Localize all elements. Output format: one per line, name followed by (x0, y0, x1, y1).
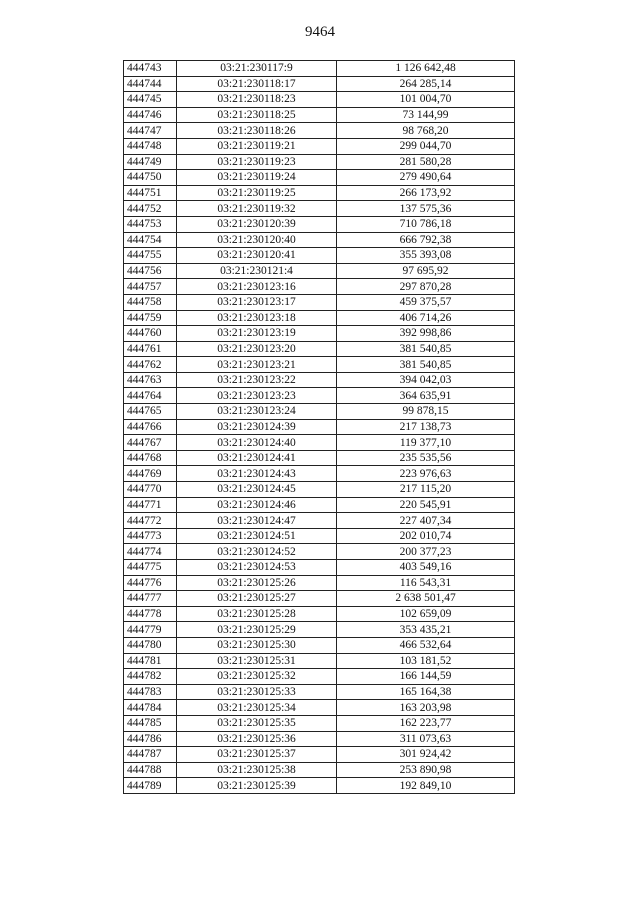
table-row (124, 575, 515, 591)
table-row (124, 61, 515, 77)
cadastral-value-cell: 403 549,16 (337, 560, 515, 576)
cadastral-number-cell: 03:21:230124:46 (177, 497, 337, 513)
row-number-cell: 444785 (124, 715, 177, 731)
row-number-cell: 444771 (124, 497, 177, 513)
row-number-cell: 444772 (124, 513, 177, 529)
table-row (124, 544, 515, 560)
cadastral-number-cell: 03:21:230124:47 (177, 513, 337, 529)
row-number-cell: 444747 (124, 123, 177, 139)
row-number-cell: 444781 (124, 653, 177, 669)
table-row (124, 404, 515, 420)
table-row (124, 107, 515, 123)
cadastral-value-cell: 116 543,31 (337, 575, 515, 591)
cadastral-value-cell: 266 173,92 (337, 185, 515, 201)
row-number-cell: 444768 (124, 450, 177, 466)
row-number-cell: 444752 (124, 201, 177, 217)
cadastral-value-cell: 2 638 501,47 (337, 591, 515, 607)
table-row (124, 326, 515, 342)
table-row (124, 622, 515, 638)
table-body (124, 61, 515, 794)
cadastral-value-cell: 281 580,28 (337, 154, 515, 170)
row-number-cell: 444788 (124, 762, 177, 778)
row-number-cell: 444776 (124, 575, 177, 591)
cadastral-number-cell: 03:21:230124:53 (177, 560, 337, 576)
cadastral-value-cell: 103 181,52 (337, 653, 515, 669)
cadastral-value-cell: 101 004,70 (337, 92, 515, 108)
row-number-cell: 444765 (124, 404, 177, 420)
table-row (124, 497, 515, 513)
cadastral-number-cell: 03:21:230125:28 (177, 606, 337, 622)
cadastral-value-cell: 381 540,85 (337, 341, 515, 357)
row-number-cell: 444744 (124, 76, 177, 92)
cadastral-value-cell: 355 393,08 (337, 248, 515, 264)
cadastral-number-cell: 03:21:230123:23 (177, 388, 337, 404)
row-number-cell: 444762 (124, 357, 177, 373)
row-number-cell: 444778 (124, 606, 177, 622)
cadastral-number-cell: 03:21:230125:29 (177, 622, 337, 638)
cadastral-value-cell: 192 849,10 (337, 778, 515, 794)
cadastral-number-cell: 03:21:230123:19 (177, 326, 337, 342)
cadastral-value-cell: 297 870,28 (337, 279, 515, 295)
row-number-cell: 444786 (124, 731, 177, 747)
cadastral-number-cell: 03:21:230124:39 (177, 419, 337, 435)
cadastral-value-cell: 264 285,14 (337, 76, 515, 92)
cadastral-number-cell: 03:21:230125:26 (177, 575, 337, 591)
row-number-cell: 444753 (124, 216, 177, 232)
cadastral-value-cell: 394 042,03 (337, 372, 515, 388)
table-row (124, 637, 515, 653)
cadastral-value-cell: 235 535,56 (337, 450, 515, 466)
cadastral-value-cell: 392 998,86 (337, 326, 515, 342)
cadastral-value-cell: 202 010,74 (337, 528, 515, 544)
cadastral-number-cell: 03:21:230124:40 (177, 435, 337, 451)
table-row (124, 357, 515, 373)
row-number-cell: 444745 (124, 92, 177, 108)
table-row (124, 372, 515, 388)
cadastral-value-cell: 166 144,59 (337, 669, 515, 685)
table-row (124, 123, 515, 139)
table-row (124, 560, 515, 576)
table-row (124, 700, 515, 716)
cadastral-number-cell: 03:21:230123:16 (177, 279, 337, 295)
cadastral-number-cell: 03:21:230123:21 (177, 357, 337, 373)
table-row (124, 653, 515, 669)
row-number-cell: 444783 (124, 684, 177, 700)
cadastral-value-cell: 97 695,92 (337, 263, 515, 279)
table-row (124, 154, 515, 170)
cadastral-number-cell: 03:21:230125:30 (177, 637, 337, 653)
cadastral-value-cell: 299 044,70 (337, 138, 515, 154)
row-number-cell: 444743 (124, 61, 177, 77)
row-number-cell: 444787 (124, 747, 177, 763)
cadastral-number-cell: 03:21:230120:39 (177, 216, 337, 232)
cadastral-number-cell: 03:21:230125:34 (177, 700, 337, 716)
table-row (124, 92, 515, 108)
cadastral-value-cell: 223 976,63 (337, 466, 515, 482)
cadastral-value-cell: 73 144,99 (337, 107, 515, 123)
cadastral-value-cell: 98 768,20 (337, 123, 515, 139)
cadastral-number-cell: 03:21:230125:36 (177, 731, 337, 747)
cadastral-value-cell: 666 792,38 (337, 232, 515, 248)
cadastral-value-cell: 217 115,20 (337, 482, 515, 498)
cadastral-value-cell: 217 138,73 (337, 419, 515, 435)
cadastral-value-cell: 406 714,26 (337, 310, 515, 326)
row-number-cell: 444764 (124, 388, 177, 404)
row-number-cell: 444751 (124, 185, 177, 201)
table-row (124, 170, 515, 186)
table-row (124, 185, 515, 201)
cadastral-number-cell: 03:21:230120:40 (177, 232, 337, 248)
row-number-cell: 444761 (124, 341, 177, 357)
cadastral-number-cell: 03:21:230119:23 (177, 154, 337, 170)
table-row (124, 684, 515, 700)
row-number-cell: 444779 (124, 622, 177, 638)
table-row (124, 528, 515, 544)
table-row (124, 248, 515, 264)
cadastral-value-cell: 381 540,85 (337, 357, 515, 373)
table-row (124, 450, 515, 466)
cadastral-value-cell: 227 407,34 (337, 513, 515, 529)
table-row (124, 762, 515, 778)
table-row (124, 669, 515, 685)
cadastral-value-cell: 466 532,64 (337, 637, 515, 653)
table-row (124, 747, 515, 763)
table-row (124, 482, 515, 498)
cadastral-number-cell: 03:21:230118:23 (177, 92, 337, 108)
cadastral-number-cell: 03:21:230119:21 (177, 138, 337, 154)
row-number-cell: 444750 (124, 170, 177, 186)
cadastral-number-cell: 03:21:230124:41 (177, 450, 337, 466)
row-number-cell: 444748 (124, 138, 177, 154)
cadastral-number-cell: 03:21:230125:39 (177, 778, 337, 794)
row-number-cell: 444770 (124, 482, 177, 498)
cadastral-value-cell: 301 924,42 (337, 747, 515, 763)
cadastral-number-cell: 03:21:230125:27 (177, 591, 337, 607)
row-number-cell: 444756 (124, 263, 177, 279)
cadastral-number-cell: 03:21:230124:52 (177, 544, 337, 560)
cadastral-number-cell: 03:21:230125:35 (177, 715, 337, 731)
cadastral-number-cell: 03:21:230121:4 (177, 263, 337, 279)
row-number-cell: 444775 (124, 560, 177, 576)
row-number-cell: 444755 (124, 248, 177, 264)
cadastral-number-cell: 03:21:230123:18 (177, 310, 337, 326)
cadastral-value-cell: 710 786,18 (337, 216, 515, 232)
cadastral-number-cell: 03:21:230124:51 (177, 528, 337, 544)
row-number-cell: 444766 (124, 419, 177, 435)
row-number-cell: 444777 (124, 591, 177, 607)
cadastral-number-cell: 03:21:230123:22 (177, 372, 337, 388)
table-row (124, 294, 515, 310)
cadastral-number-cell: 03:21:230118:17 (177, 76, 337, 92)
cadastral-value-cell: 162 223,77 (337, 715, 515, 731)
cadastral-number-cell: 03:21:230120:41 (177, 248, 337, 264)
cadastral-value-cell: 200 377,23 (337, 544, 515, 560)
row-number-cell: 444746 (124, 107, 177, 123)
table-row (124, 606, 515, 622)
table-row (124, 388, 515, 404)
row-number-cell: 444754 (124, 232, 177, 248)
table-row (124, 263, 515, 279)
cadastral-number-cell: 03:21:230125:31 (177, 653, 337, 669)
cadastral-number-cell: 03:21:230125:32 (177, 669, 337, 685)
table-row (124, 279, 515, 295)
cadastral-value-cell: 1 126 642,48 (337, 61, 515, 77)
cadastral-number-cell: 03:21:230119:32 (177, 201, 337, 217)
table-row (124, 419, 515, 435)
cadastral-value-cell: 102 659,09 (337, 606, 515, 622)
cadastral-number-cell: 03:21:230125:33 (177, 684, 337, 700)
cadastral-number-cell: 03:21:230119:25 (177, 185, 337, 201)
cadastral-value-cell: 364 635,91 (337, 388, 515, 404)
cadastral-value-cell: 99 878,15 (337, 404, 515, 420)
cadastral-number-cell: 03:21:230124:43 (177, 466, 337, 482)
table-row (124, 778, 515, 794)
cadastral-value-cell: 459 375,57 (337, 294, 515, 310)
row-number-cell: 444782 (124, 669, 177, 685)
table-row (124, 591, 515, 607)
cadastral-number-cell: 03:21:230117:9 (177, 61, 337, 77)
row-number-cell: 444749 (124, 154, 177, 170)
cadastral-value-cell: 311 073,63 (337, 731, 515, 747)
cadastral-number-cell: 03:21:230119:24 (177, 170, 337, 186)
page-number: 9464 (305, 24, 335, 40)
cadastral-number-cell: 03:21:230124:45 (177, 482, 337, 498)
cadastral-value-cell: 137 575,36 (337, 201, 515, 217)
table-row (124, 138, 515, 154)
table-row (124, 466, 515, 482)
table-row (124, 513, 515, 529)
table-row (124, 232, 515, 248)
cadastral-number-cell: 03:21:230123:20 (177, 341, 337, 357)
cadastral-value-cell: 119 377,10 (337, 435, 515, 451)
table-row (124, 715, 515, 731)
table-row (124, 435, 515, 451)
cadastral-value-cell: 165 164,38 (337, 684, 515, 700)
cadastral-number-cell: 03:21:230118:26 (177, 123, 337, 139)
cadastral-value-cell: 163 203,98 (337, 700, 515, 716)
row-number-cell: 444780 (124, 637, 177, 653)
row-number-cell: 444760 (124, 326, 177, 342)
row-number-cell: 444769 (124, 466, 177, 482)
row-number-cell: 444789 (124, 778, 177, 794)
row-number-cell: 444757 (124, 279, 177, 295)
row-number-cell: 444773 (124, 528, 177, 544)
cadastral-value-cell: 253 890,98 (337, 762, 515, 778)
cadastral-number-cell: 03:21:230125:37 (177, 747, 337, 763)
row-number-cell: 444767 (124, 435, 177, 451)
row-number-cell: 444784 (124, 700, 177, 716)
row-number-cell: 444758 (124, 294, 177, 310)
table-row (124, 310, 515, 326)
cadastral-value-cell: 279 490,64 (337, 170, 515, 186)
table-row (124, 201, 515, 217)
row-number-cell: 444763 (124, 372, 177, 388)
row-number-cell: 444759 (124, 310, 177, 326)
cadastral-number-cell: 03:21:230123:24 (177, 404, 337, 420)
table-row (124, 341, 515, 357)
table-row (124, 216, 515, 232)
cadastral-value-table (123, 60, 515, 794)
cadastral-value-cell: 220 545,91 (337, 497, 515, 513)
cadastral-number-cell: 03:21:230123:17 (177, 294, 337, 310)
table-row (124, 76, 515, 92)
table-row (124, 731, 515, 747)
row-number-cell: 444774 (124, 544, 177, 560)
cadastral-value-cell: 353 435,21 (337, 622, 515, 638)
cadastral-number-cell: 03:21:230118:25 (177, 107, 337, 123)
cadastral-number-cell: 03:21:230125:38 (177, 762, 337, 778)
